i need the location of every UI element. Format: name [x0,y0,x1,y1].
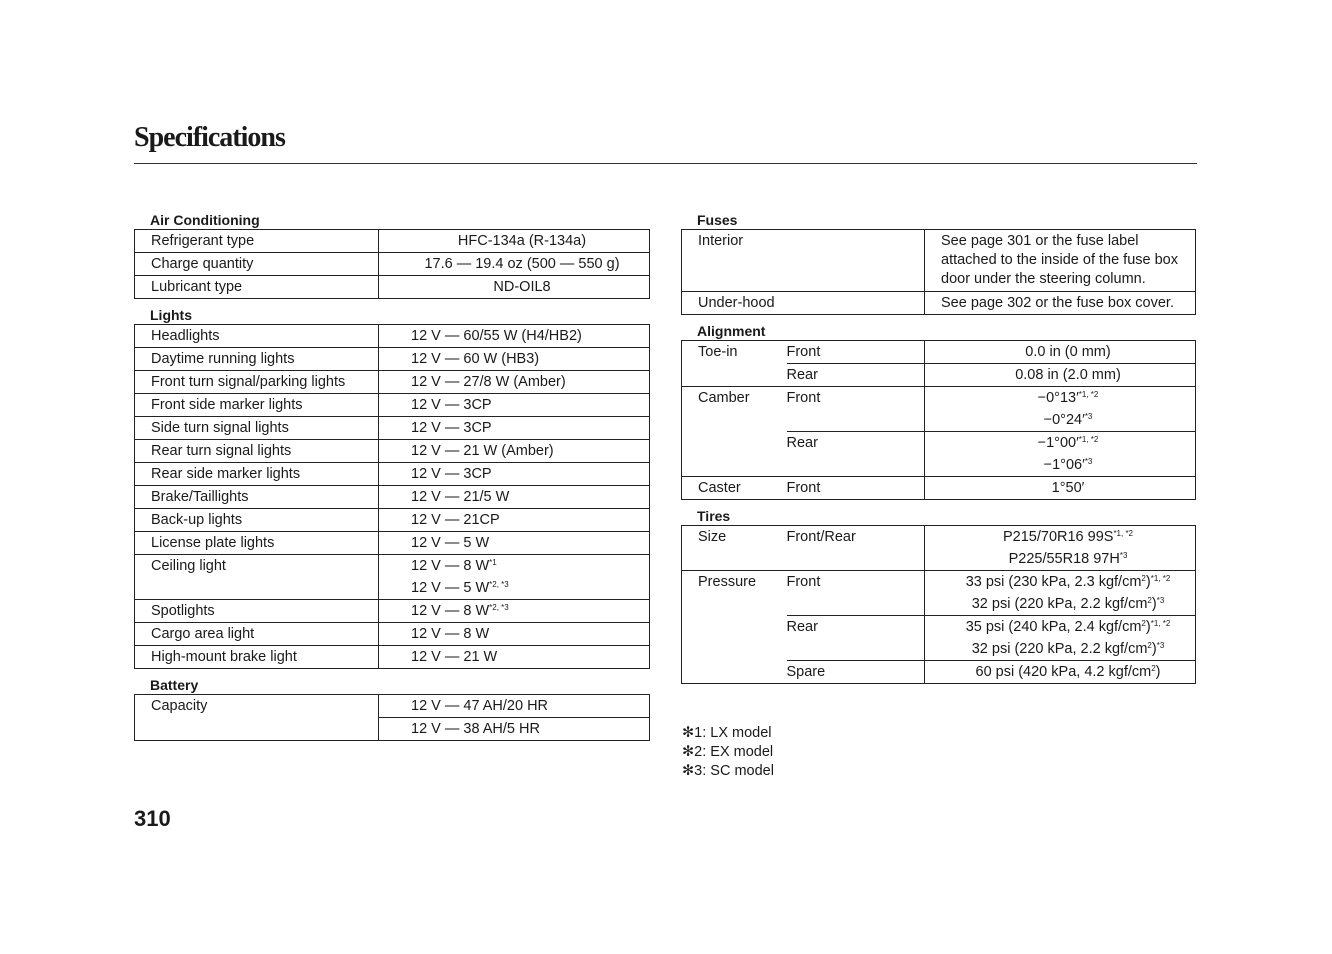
spec-name: Headlights [135,325,379,348]
spec-value: 12 V — 8 $W^{*2, *3}$ [379,600,650,623]
spec-name: Lubricant type [135,276,379,299]
spec-value: 12 V — 21 W (Amber) [379,440,650,463]
footnote-ref: *3 [1156,641,1165,650]
spec-name: Side turn signal lights [135,417,379,440]
table-row [135,276,650,299]
spec-value: 12 V — 60/55 W (H4/HB2) [379,325,650,348]
spec-position: Rear [787,616,925,661]
spec-value: 32 psi (220 kPa, 2.2 kgf/$cm^2)^{*3}$ [925,638,1196,661]
section-label-fuses: Fuses [697,212,738,228]
footnote-ref: *2, *3 [489,603,509,612]
footnote-ref: *1 [489,558,497,567]
footnote-item: ✻3: SC model [682,763,774,779]
battery-table [134,694,650,741]
spec-name: Interior [682,230,925,292]
spec-value: 12 V — 5 W [379,532,650,555]
spec-value: 12 V — 5 $W^{*2, *3}$ [379,577,650,600]
spec-value: 12 V — 21CP [379,509,650,532]
spec-position: Rear [787,364,925,387]
lights-table [134,324,650,669]
footnote-item: ✻1: LX model [682,725,772,741]
spec-value: HFC-134a (R-134a) [379,230,650,253]
spec-value: 12 V — 21 W [379,646,650,669]
spec-value: 12 V — 3CP [379,463,650,486]
table-row [682,526,1196,549]
spec-value: 12 V — 8 $W^{*1}$ [379,555,650,578]
table-row [135,695,650,718]
tires-table [681,525,1196,684]
spec-name: Front turn signal/parking lights [135,371,379,394]
section-label-tires: Tires [697,508,731,524]
spec-position: Front [787,387,925,432]
spec-value: 12 V — 47 AH/20 HR [379,695,650,718]
table-row [135,348,650,371]
table-row [135,646,650,669]
spec-position: Front [787,571,925,616]
page-number: 310 [134,806,171,831]
unit-exponent: 2 [1141,619,1146,628]
footnote-item: ✻2: EX model [682,744,774,760]
spec-value: 1°50′ [925,477,1196,500]
spec-value: ND-OIL8 [379,276,650,299]
spec-position: Front/Rear [787,526,925,571]
table-row [135,371,650,394]
table-row [135,532,650,555]
spec-name: High-mount brake light [135,646,379,669]
air-conditioning-table [134,229,650,299]
footnote-ref: *1, *2 [1150,574,1171,583]
spec-value: $-0^\circ 13'^{*1, *2}$ [925,387,1196,410]
spec-name: Toe-in [682,341,787,387]
spec-value: See page 301 or the fuse label attached to the inside of the fuse box door under the steering column. [925,230,1196,292]
footnote-ref: *1, *2 [1150,619,1171,628]
spec-name: Camber [682,387,787,477]
table-row [682,387,1196,410]
table-row [135,394,650,417]
alignment-table [681,340,1196,500]
footnote-ref: *1, *2 [1113,529,1134,538]
fuses-table [681,229,1196,315]
spec-position: Front [787,341,925,364]
table-row [135,555,650,578]
spec-name: Spotlights [135,600,379,623]
table-row [135,463,650,486]
spec-value: 32 psi (220 kPa, 2.2 kgf/$cm^2)^{*3}$ [925,593,1196,616]
spec-value: 12 V — 8 W [379,623,650,646]
left-column [134,211,650,741]
spec-value: 12 V — 60 W (HB3) [379,348,650,371]
table-row [682,230,1196,292]
spec-name: Under-hood [682,292,925,315]
spec-name: Charge quantity [135,253,379,276]
spec-position: Front [787,477,925,500]
spec-value: P225/55R18 $97H^{*3}$ [925,548,1196,571]
spec-name: Back-up lights [135,509,379,532]
unit-exponent: 2 [1151,664,1156,673]
spec-value: 0.0 in (0 mm) [925,341,1196,364]
spec-value: 12 V — 38 AH/5 HR [379,718,650,741]
spec-value: 12 V — 27/8 W (Amber) [379,371,650,394]
spec-value: $-0^\circ 24'^{*3}$ [925,409,1196,432]
spec-name: Rear turn signal lights [135,440,379,463]
table-row [135,486,650,509]
spec-position: Rear [787,432,925,477]
spec-name: Rear side marker lights [135,463,379,486]
page-title: Specifications [134,122,285,153]
spec-name: Caster [682,477,787,500]
spec-name: Ceiling light [135,555,379,600]
section-label-battery: Battery [150,677,199,693]
table-row [682,477,1196,500]
section-label-lights: Lights [150,307,192,323]
footnote-ref: *3 [1084,412,1093,421]
table-row [135,440,650,463]
title-divider [134,163,1197,164]
spec-value: 33 psi (230 kPa, 2.3 kgf/$cm^2)^{*1, *2}$ [925,571,1196,594]
spec-name: Size [682,526,787,571]
table-row [135,600,650,623]
unit-exponent: 2 [1147,596,1152,605]
table-row [682,341,1196,364]
spec-name: Pressure [682,571,787,684]
footnote-ref: *3 [1156,596,1165,605]
table-row [135,253,650,276]
spec-value: $-1^\circ 06'^{*3}$ [925,454,1196,477]
spec-value: 60 psi (420 kPa, 4.2 kgf/$cm^2$) [925,661,1196,684]
table-row [135,417,650,440]
footnotes [682,724,774,781]
spec-value: P215/70R16 $99S^{*1, *2}$ [925,526,1196,549]
spec-name: Refrigerant type [135,230,379,253]
spec-name: Brake/Taillights [135,486,379,509]
table-row [682,292,1196,315]
spec-name: Capacity [135,695,379,741]
spec-value: $-1^\circ 00'^{*1, *2}$ [925,432,1196,455]
spec-name: License plate lights [135,532,379,555]
table-row [135,509,650,532]
footnote-ref: *3 [1119,551,1128,560]
spec-name: Daytime running lights [135,348,379,371]
footnote-ref: *1, *2 [1078,435,1099,444]
spec-value: 12 V — 21/5 W [379,486,650,509]
unit-exponent: 2 [1141,574,1146,583]
table-row [135,325,650,348]
footnote-ref: *2, *3 [489,580,509,589]
section-label-alignment: Alignment [697,323,766,339]
footnote-ref: *3 [1084,457,1093,466]
spec-value: 35 psi (240 kPa, 2.4 kgf/$cm^2)^{*1, *2}$ [925,616,1196,639]
spec-name: Cargo area light [135,623,379,646]
table-row [682,571,1196,594]
spec-value: 12 V — 3CP [379,394,650,417]
spec-value: See page 302 or the fuse box cover. [925,292,1196,315]
table-row [135,623,650,646]
section-label-air-conditioning: Air Conditioning [150,212,260,228]
spec-value: 12 V — 3CP [379,417,650,440]
spec-value: 17.6 — 19.4 oz (500 — 550 g) [379,253,650,276]
right-column [681,211,1196,684]
spec-name: Front side marker lights [135,394,379,417]
footnote-ref: *1, *2 [1078,390,1099,399]
unit-exponent: 2 [1147,641,1152,650]
spec-position: Spare [787,661,925,684]
spec-value: 0.08 in (2.0 mm) [925,364,1196,387]
table-row [135,230,650,253]
